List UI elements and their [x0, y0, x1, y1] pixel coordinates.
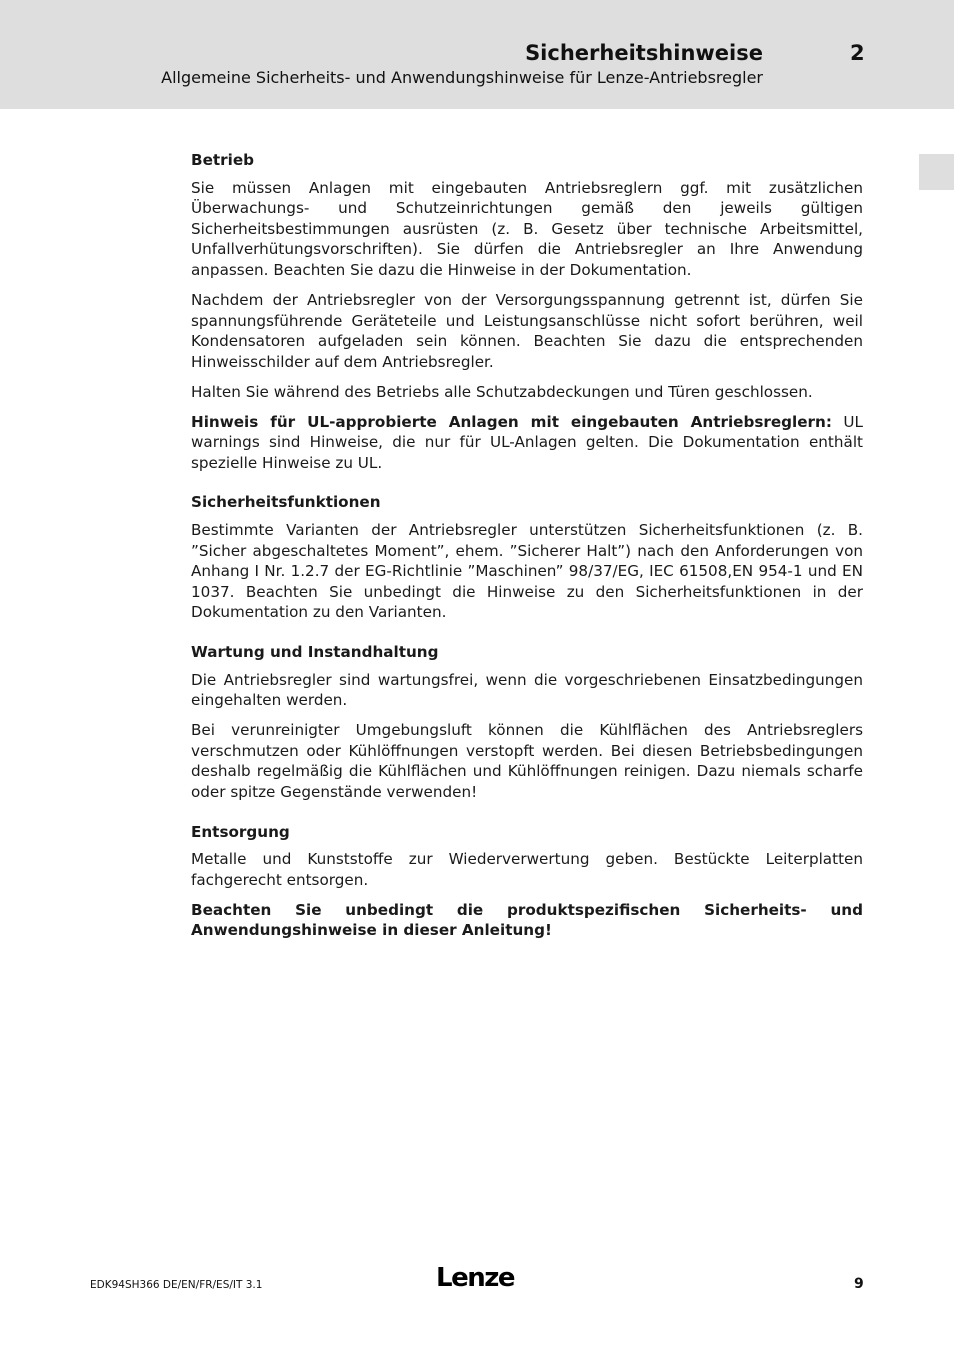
ul-note-paragraph — [191, 412, 863, 474]
section-heading: Wartung und Instandhaltung — [191, 643, 439, 662]
paragraph: Die Antriebsregler sind wartungsfrei, wenn die vorgeschriebenen Einsatzbedingungen eingehalten werden. — [191, 670, 863, 710]
paragraph: Halten Sie während des Betriebs alle Schutzabdeckungen und Türen geschlossen. — [191, 382, 813, 401]
page-content — [191, 150, 863, 960]
page-number: 9 — [854, 1276, 864, 1292]
section-heading: Sicherheitsfunktionen — [191, 493, 381, 512]
chapter-tab-marker — [919, 154, 954, 190]
section-entsorgung — [191, 822, 863, 941]
section-heading: Entsorgung — [191, 822, 290, 841]
ul-note-text: UL warnings sind Hinweise, die nur für UL-Anlagen gelten. Die Dokumentation enthält spezielle Hinweise zu UL. — [191, 412, 864, 472]
paragraph: Bestimmte Varianten der Antriebsregler unterstützen Sicherheitsfunktionen (z. B. ”Sicher abgeschaltetes Moment”, ehem. ”Sicherer Halt”) nach den Anforderungen von Anhang I Nr. 1.2.7 der EG-Richtlinie ”Maschinen” 98/37/EG, IEC 61508,EN 954-1 und EN 1037. Beachten Sie unbedingt die Hinweise zu den Sicherheitsfunktionen in der Dokumentation zu den Varianten. — [191, 521, 863, 622]
section-wartung — [191, 642, 863, 803]
paragraph: Sie müssen Anlagen mit eingebauten Antriebsreglern ggf. mit zusätzlichen Überwachungs- und Schutzeinrichtungen gemäß den jeweils gültigen Sicherheitsbestimmungen ausrüsten (z. B. Gesetz über technische Arbeitsmittel, Unfallverhütungsvorschriften). Sie dürfen die Antriebsregler an Ihre Anwendung anpassen. Beachten Sie dazu die Hinweise in der Dokumentation. — [191, 178, 863, 279]
section-heading: Betrieb — [191, 151, 255, 169]
paragraph: Metalle und Kunststoffe zur Wiederverwertung geben. Bestückte Leiterplatten fachgerecht entsorgen. — [191, 850, 863, 889]
chapter-title: Sicherheitshinweise — [525, 41, 763, 65]
header-band — [0, 0, 954, 109]
chapter-subtitle: Allgemeine Sicherheits- und Anwendungshinweise für Lenze-Antriebsregler — [161, 68, 763, 87]
section-betrieb — [191, 150, 863, 473]
important-notice: Beachten Sie unbedingt die produktspezifischen Sicherheits- und Anwendungshinweise in dieser Anleitung! — [191, 900, 863, 940]
ul-note-label: Hinweis für UL-approbierte Anlagen mit eingebauten Antriebsreglern: — [191, 412, 832, 431]
paragraph: Nachdem der Antriebsregler von der Versorgungsspannung getrennt ist, dürfen Sie spannungsführende Geräteteile und Leistungsanschlüsse nicht sofort berühren, weil Kondensatoren aufgeladen sein können. Beachten Sie dazu die entsprechenden Hinweisschilder auf dem Antriebsregler. — [191, 290, 863, 371]
lenze-logo: Lenze — [436, 1263, 514, 1293]
chapter-number: 2 — [850, 41, 865, 65]
section-sicherheitsfunktionen — [191, 492, 863, 623]
document-code: EDK94SH366 DE/EN/FR/ES/IT 3.1 — [90, 1279, 263, 1291]
paragraph: Bei verunreinigter Umgebungsluft können die Kühlflächen des Antriebsreglers verschmutzen oder Kühlöffnungen verstopft werden. Bei diesen Betriebsbedingungen deshalb regelmäßig die Kühlflächen und Kühlöffnungen reinigen. Dazu niemals scharfe oder spitze Gegenstände verwenden! — [191, 721, 863, 801]
